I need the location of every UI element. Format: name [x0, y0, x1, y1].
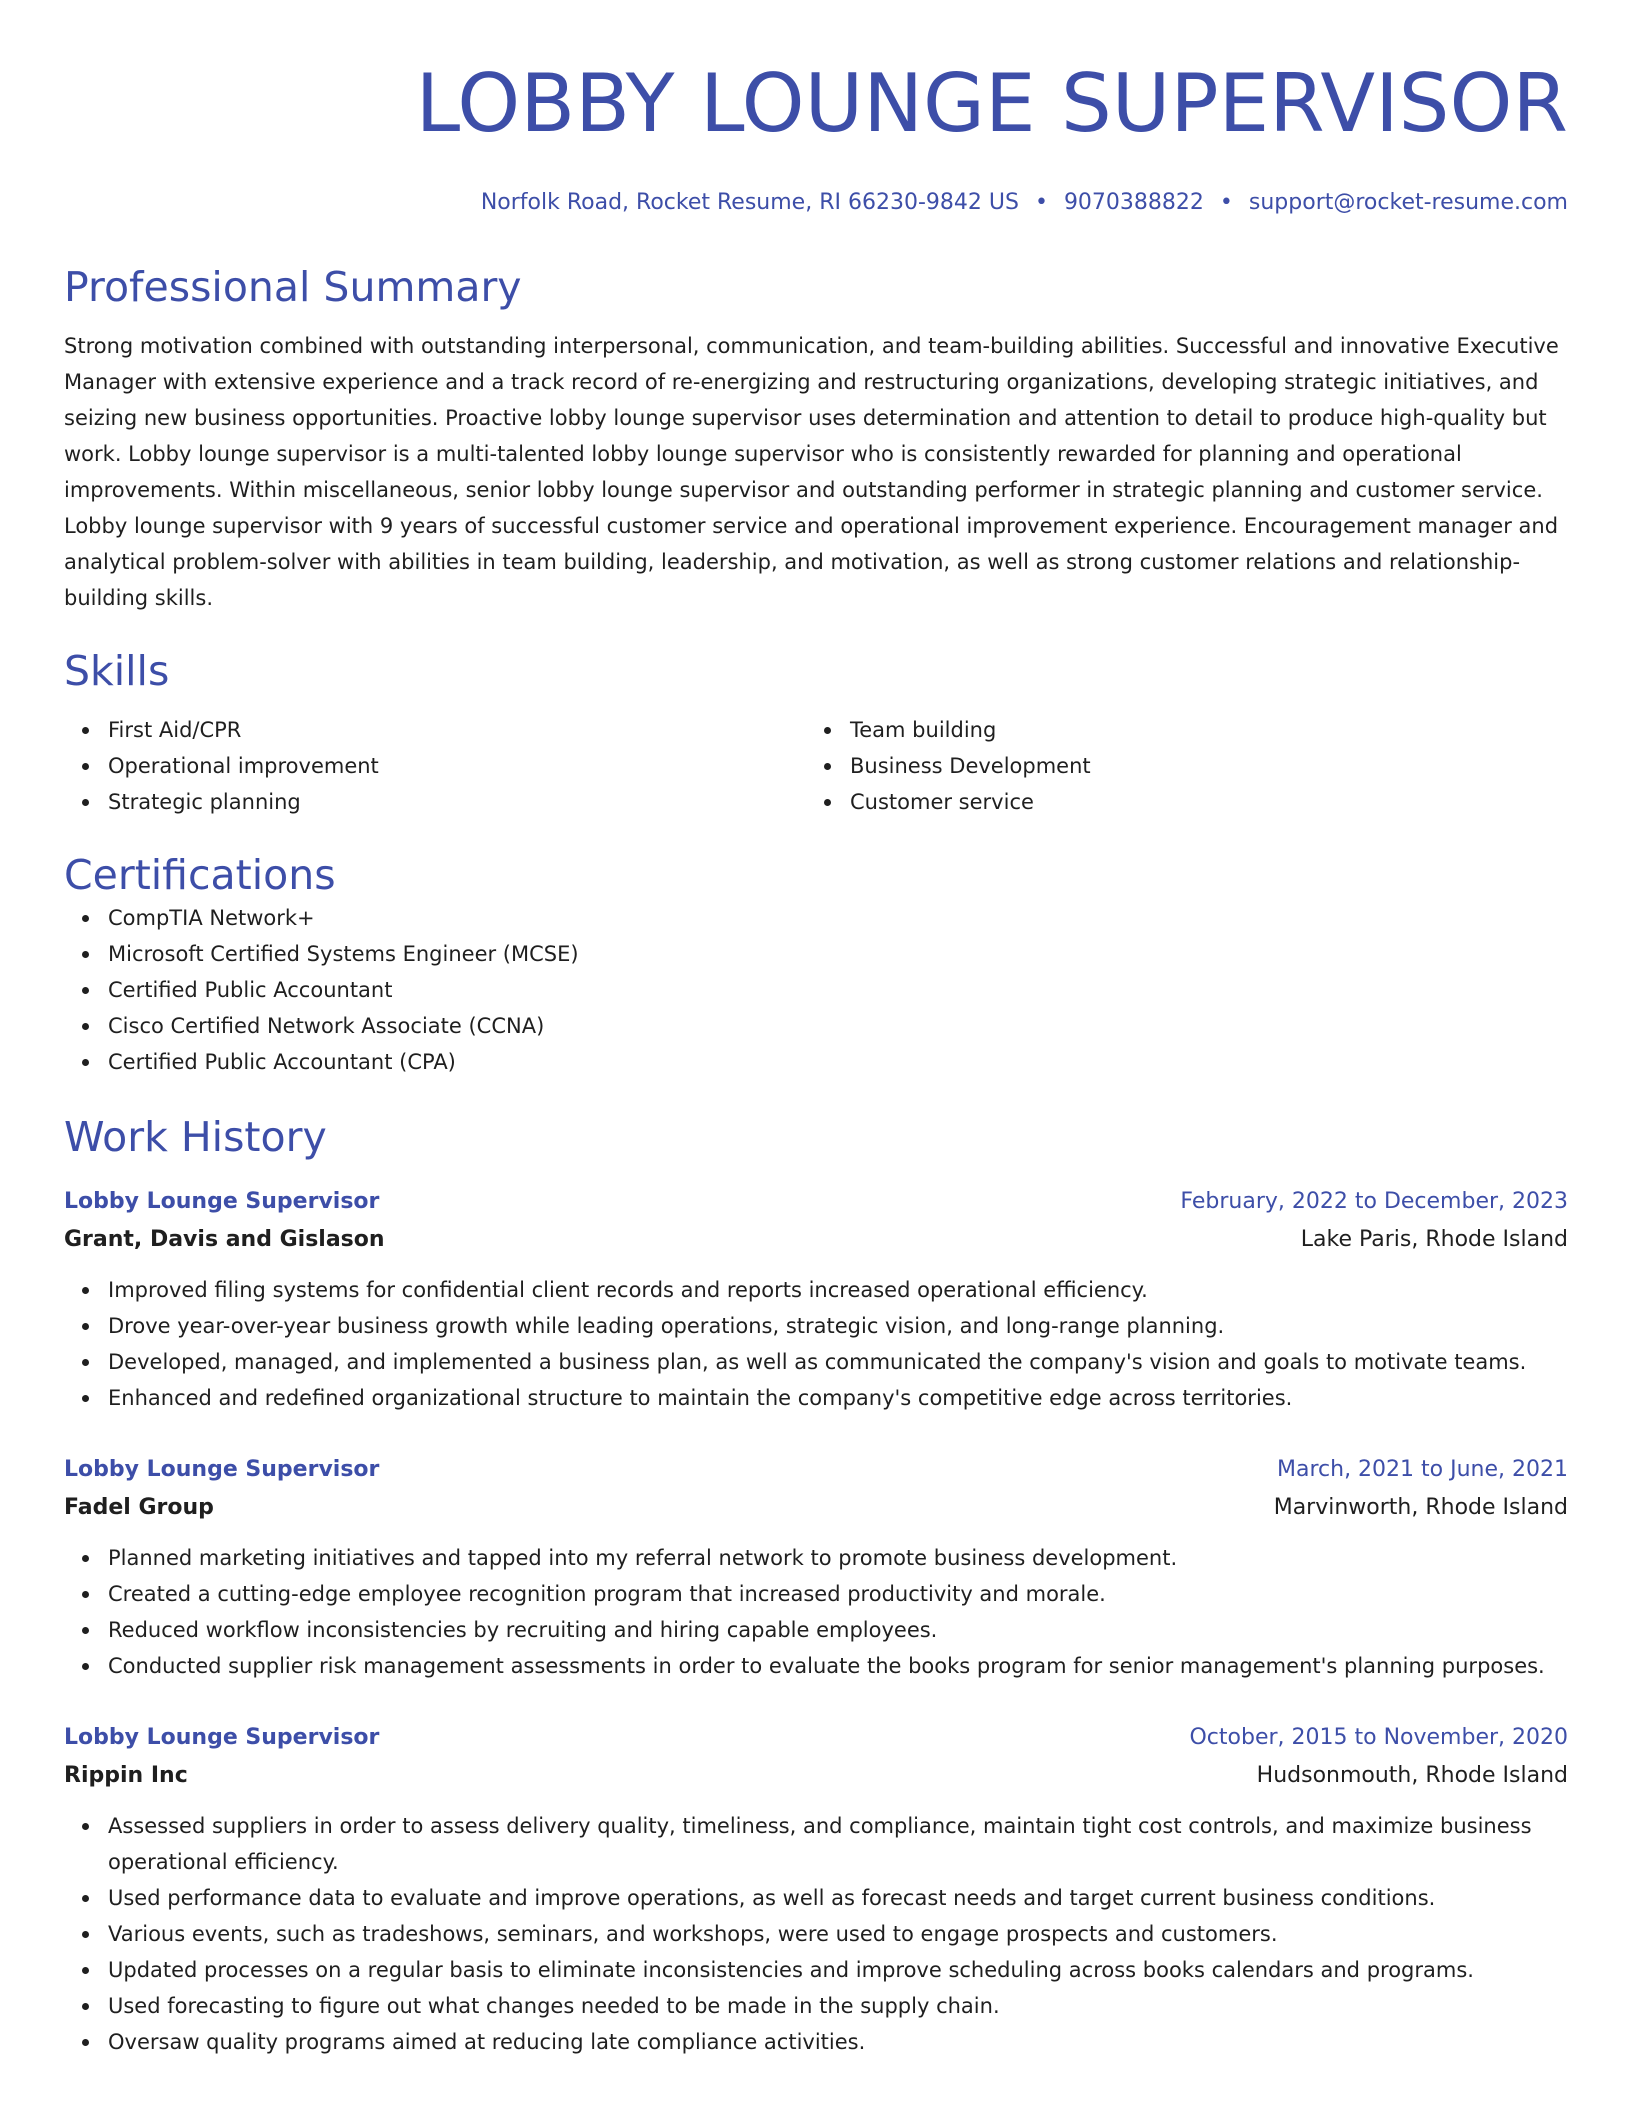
- skills-heading: Skills: [64, 647, 170, 695]
- resume-name: LOBBY LOUNGE SUPERVISOR: [415, 57, 1568, 150]
- job-header-row: [64, 1718, 1568, 1758]
- job-bullet: Various events, such as tradeshows, seminars, and workshops, were used to engage prospects and customers.: [108, 1916, 1568, 1952]
- work-history-section: [64, 1112, 1568, 2060]
- job-bullet: Assessed suppliers in order to assess delivery quality, timeliness, and compliance, maintain tight cost controls, and maximize business operational efficiency.: [108, 1808, 1568, 1880]
- job-bullet: Planned marketing initiatives and tapped into my referral network to promote business development.: [108, 1540, 1568, 1576]
- job-dates: October, 2015 to November, 2020: [1189, 1725, 1568, 1750]
- skills-list-right: [806, 712, 1568, 820]
- job-bullets: [64, 1808, 1568, 2060]
- skill-item: Customer service: [850, 784, 1568, 820]
- skill-item: Business Development: [850, 748, 1568, 784]
- job-location: Hudsonmouth, Rhode Island: [1256, 1763, 1568, 1788]
- job-dates: February, 2022 to December, 2023: [1180, 1189, 1568, 1214]
- certification-item: Certified Public Accountant: [108, 972, 1568, 1008]
- job-bullet: Conducted supplier risk management assessments in order to evaluate the books program for senior management's planning purposes.: [108, 1648, 1568, 1684]
- certification-item: Microsoft Certified Systems Engineer (MCSE): [108, 936, 1568, 972]
- job-location: Lake Paris, Rhode Island: [1300, 1227, 1568, 1252]
- certification-item: CompTIA Network+: [108, 900, 1568, 936]
- job-bullet: Updated processes on a regular basis to eliminate inconsistencies and improve scheduling across books calendars and programs.: [108, 1952, 1568, 1988]
- job-title: Lobby Lounge Supervisor: [64, 1457, 380, 1482]
- certifications-heading: Certifications: [64, 851, 336, 899]
- skill-item: Operational improvement: [108, 748, 806, 784]
- summary-heading: Professional Summary: [64, 263, 522, 311]
- skills-list-left: [64, 712, 806, 820]
- contact-phone: 9070388822: [1063, 190, 1204, 215]
- job-bullet: Drove year-over-year business growth while leading operations, strategic vision, and long-range planning.: [108, 1308, 1568, 1344]
- job-bullet: Developed, managed, and implemented a business plan, as well as communicated the company's vision and goals to motivate teams.: [108, 1344, 1568, 1380]
- job-bullet: Created a cutting-edge employee recognition program that increased productivity and morale.: [108, 1576, 1568, 1612]
- job-bullets: [64, 1272, 1568, 1416]
- certifications-section: [64, 850, 1568, 1080]
- job-header-row: [64, 1182, 1568, 1222]
- skill-item: Team building: [850, 712, 1568, 748]
- job-location: Marvinworth, Rhode Island: [1273, 1495, 1568, 1520]
- job-entry: [64, 1450, 1568, 1684]
- job-bullets: [64, 1540, 1568, 1684]
- job-company: Fadel Group: [64, 1495, 214, 1520]
- job-bullet: Reduced workflow inconsistencies by recruiting and hiring capable employees.: [108, 1612, 1568, 1648]
- contact-address: Norfolk Road, Rocket Resume, RI 66230-9842 US: [480, 190, 1019, 215]
- skill-item: First Aid/CPR: [108, 712, 806, 748]
- job-company: Rippin Inc: [64, 1763, 188, 1788]
- certification-item: Certified Public Accountant (CPA): [108, 1044, 1568, 1080]
- job-company-row: [64, 1490, 1568, 1526]
- job-company: Grant, Davis and Gislason: [64, 1227, 385, 1252]
- job-title: Lobby Lounge Supervisor: [64, 1189, 380, 1214]
- job-bullet: Used performance data to evaluate and improve operations, as well as forecast needs and target current business conditions.: [108, 1880, 1568, 1916]
- job-dates: March, 2021 to June, 2021: [1277, 1457, 1568, 1482]
- job-bullet: Oversaw quality programs aimed at reducing late compliance activities.: [108, 2024, 1568, 2060]
- job-title: Lobby Lounge Supervisor: [64, 1725, 380, 1750]
- job-bullet: Improved filing systems for confidential client records and reports increased operational efficiency.: [108, 1272, 1568, 1308]
- contact-separator: •: [1034, 190, 1048, 215]
- job-company-row: [64, 1758, 1568, 1794]
- skills-grid: [64, 712, 1568, 820]
- contact-separator: •: [1219, 190, 1233, 215]
- job-entry: [64, 1182, 1568, 1416]
- contact-email[interactable]: support@rocket-resume.com: [1248, 190, 1568, 215]
- job-bullet: Enhanced and redefined organizational structure to maintain the company's competitive edge across territories.: [108, 1380, 1568, 1416]
- skills-section: [64, 646, 1568, 820]
- work-history-heading: Work History: [64, 1113, 327, 1161]
- job-header-row: [64, 1450, 1568, 1490]
- certifications-list: [64, 900, 1568, 1080]
- skill-item: Strategic planning: [108, 784, 806, 820]
- job-company-row: [64, 1222, 1568, 1258]
- job-entry: [64, 1718, 1568, 2060]
- summary-text: Strong motivation combined with outstanding interpersonal, communication, and team-building abilities. Successful and innovative Executive Manager with extensive experience and a track record of re-energizing and restructuring organizations, developing strategic initiatives, and seizing new business opportunities. Proactive lobby lounge supervisor uses determination and attention to detail to produce high-quality but work. Lobby lounge supervisor is a multi-talented lobby lounge supervisor who is consistently rewarded for planning and operational improvements. Within miscellaneous, senior lobby lounge supervisor and outstanding performer in strategic planning and customer service. Lobby lounge supervisor with 9 years of successful customer service and operational improvement experience. Encouragement manager and analytical problem-solver with abilities in team building, leadership, and motivation, as well as strong customer relations and relationship-building skills.: [64, 334, 1559, 610]
- certification-item: Cisco Certified Network Associate (CCNA): [108, 1008, 1568, 1044]
- contact-line: [64, 188, 1568, 218]
- job-bullet: Used forecasting to figure out what changes needed to be made in the supply chain.: [108, 1988, 1568, 2024]
- summary-section: [64, 262, 1568, 616]
